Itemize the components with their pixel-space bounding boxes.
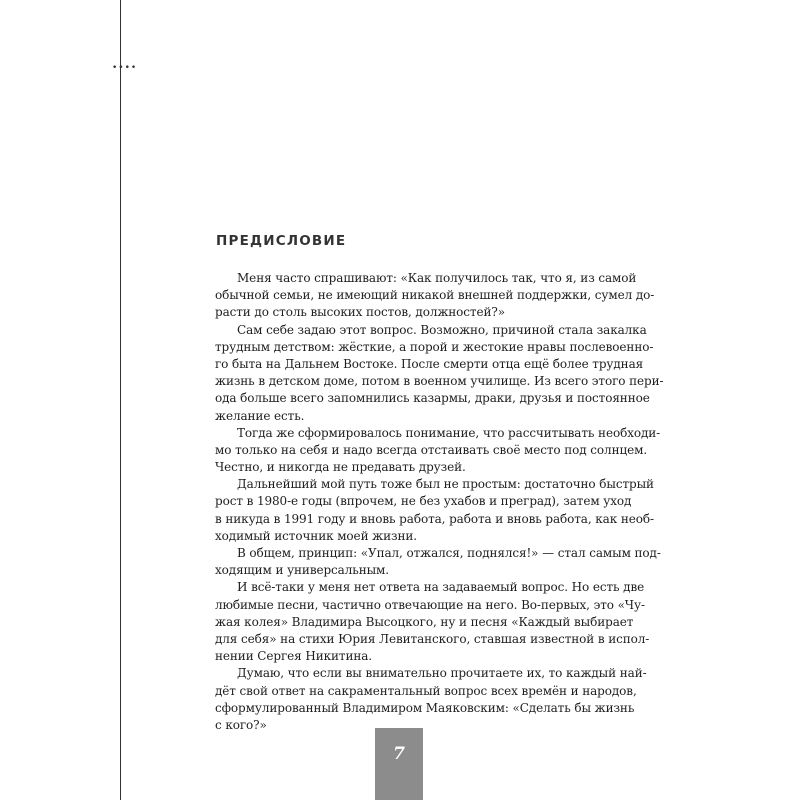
page-gutter-line xyxy=(120,0,121,800)
text-line: желание есть. xyxy=(215,408,305,423)
text-line: Думаю, что если вы внимательно прочитаете их, то каждый най- xyxy=(237,666,647,681)
text-line: нении Сергея Никитина. xyxy=(215,649,373,664)
text-line: Дальнейший мой путь тоже был не простым: достаточно быстрый xyxy=(237,477,654,492)
text-line: И всё-таки у меня нет ответа на задаваемый вопрос. Но есть две xyxy=(237,580,645,595)
text-line: сформулированный Владимиром Маяковским: «Сделать бы жизнь xyxy=(215,700,635,715)
page-number-tab xyxy=(375,728,423,800)
section-heading: ПРЕДИСЛОВИЕ xyxy=(216,233,347,249)
text-line: дёт свой ответ на сакраментальный вопрос всех времён и народов, xyxy=(215,683,637,698)
text-line: трудным детством: жёсткие, а порой и жестокие нравы послевоенно- xyxy=(215,339,654,354)
text-line: ода больше всего запомнились казармы, драки, друзья и постоянное xyxy=(215,391,650,406)
text-line: расти до столь высоких постов, должностей?» xyxy=(215,305,505,320)
text-line: го быта на Дальнем Востоке. После смерти отца ещё более трудная xyxy=(215,356,644,371)
text-line: обычной семьи, не имеющий никакой внешней поддержки, сумел до- xyxy=(215,288,655,303)
text-line: для себя» на стихи Юрия Левитанского, ставшая известной в испол- xyxy=(215,631,650,646)
page-number: 7 xyxy=(393,744,405,764)
gutter-dots: •••• xyxy=(112,63,138,73)
text-line: мо только на себя и надо всегда отстаивать своё место под солнцем. xyxy=(215,442,648,457)
text-line: ходимый источник моей жизни. xyxy=(215,528,417,543)
text-line: Меня часто спрашивают: «Как получилось так, что я, из самой xyxy=(237,271,637,285)
text-line: жизнь в детском доме, потом в военном училище. Из всего этого пери- xyxy=(215,374,664,389)
preface-body xyxy=(215,270,664,734)
text-line: ходящим и универсальным. xyxy=(215,563,389,578)
text-line: Сам себе задаю этот вопрос. Возможно, причиной стала закалка xyxy=(237,322,647,337)
text-line: жая колея» Владимира Высоцкого, ну и песня «Каждый выбирает xyxy=(215,614,634,629)
text-line: рост в 1980-е годы (впрочем, не без ухабов и преград), затем уход xyxy=(215,494,632,509)
text-line: с кого?» xyxy=(215,717,267,732)
text-line: В общем, принцип: «Упал, отжался, поднялся!» — стал самым под- xyxy=(237,546,661,560)
text-line: в никуда в 1991 году и вновь работа, работа и вновь работа, как необ- xyxy=(215,511,654,526)
text-line: любимые песни, частично отвечающие на него. Во-первых, это «Чу- xyxy=(215,597,645,612)
text-line: Честно, и никогда не предавать друзей. xyxy=(215,460,466,475)
text-line: Тогда же сформировалось понимание, что рассчитывать необходи- xyxy=(237,425,661,440)
